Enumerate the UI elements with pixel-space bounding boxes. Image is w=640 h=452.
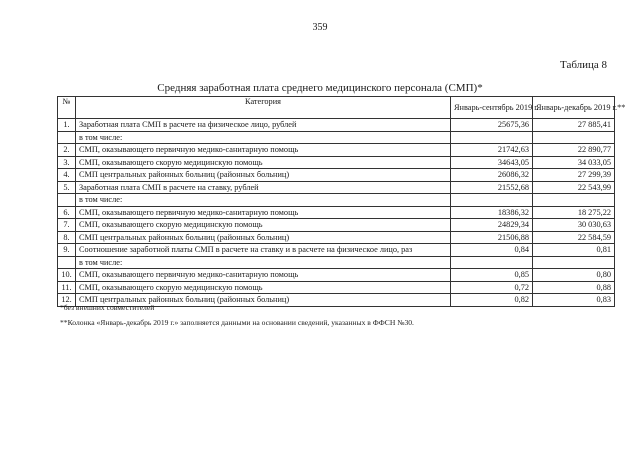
header-period-1: Январь-сентябрь 2019 г. <box>451 97 533 119</box>
row-category: СМП центральных районных больниц (районных больниц) <box>76 169 451 182</box>
row-category: СМП, оказывающего первичную медико-санитарную помощь <box>76 206 451 219</box>
row-category: Заработная плата СМП в расчете на ставку, рублей <box>76 181 451 194</box>
table-label: Таблица 8 <box>560 59 608 71</box>
row-value-2: 0,80 <box>533 269 615 282</box>
row-category: СМП, оказывающего первичную медико-санитарную помощь <box>76 269 451 282</box>
row-value-1: 0,72 <box>451 281 533 294</box>
table-row <box>58 119 615 132</box>
table-row <box>58 206 615 219</box>
row-category: СМП, оказывающего первичную медико-санитарную помощь <box>76 144 451 157</box>
row-value-1 <box>451 194 533 207</box>
header-category: Категория <box>76 97 451 119</box>
row-value-2: 0,81 <box>533 244 615 257</box>
table-row <box>58 169 615 182</box>
row-value-2: 18 275,22 <box>533 206 615 219</box>
row-num: 4. <box>58 169 76 182</box>
row-value-2: 22 584,59 <box>533 231 615 244</box>
row-num: 12. <box>58 294 76 307</box>
row-num <box>58 194 76 207</box>
page-number: 359 <box>312 22 328 33</box>
row-num: 10. <box>58 269 76 282</box>
row-value-2 <box>533 131 615 144</box>
row-num: 6. <box>58 206 76 219</box>
table-row <box>58 181 615 194</box>
header-row <box>58 97 615 119</box>
table-row <box>58 131 615 144</box>
row-value-1: 25675,36 <box>451 119 533 132</box>
footnote-1: *без внешних совместителей <box>60 303 155 312</box>
row-value-2: 30 030,63 <box>533 219 615 232</box>
row-value-1: 0,84 <box>451 244 533 257</box>
row-value-1 <box>451 131 533 144</box>
row-category: СМП центральных районных больниц (районных больниц) <box>76 294 451 307</box>
row-num <box>58 131 76 144</box>
table-row <box>58 281 615 294</box>
row-value-1: 34643,05 <box>451 156 533 169</box>
row-category: Заработная плата СМП в расчете на физическое лицо, рублей <box>76 119 451 132</box>
row-value-1: 26086,32 <box>451 169 533 182</box>
row-num: 2. <box>58 144 76 157</box>
row-value-2 <box>533 194 615 207</box>
row-value-1: 21552,68 <box>451 181 533 194</box>
table-row <box>58 244 615 257</box>
row-value-1: 24829,34 <box>451 219 533 232</box>
row-value-2: 22 890,77 <box>533 144 615 157</box>
table-row <box>58 219 615 232</box>
row-value-2: 27 885,41 <box>533 119 615 132</box>
row-num: 5. <box>58 181 76 194</box>
row-value-1 <box>451 256 533 269</box>
row-value-2: 22 543,99 <box>533 181 615 194</box>
row-value-1: 21506,88 <box>451 231 533 244</box>
row-value-1: 18386,32 <box>451 206 533 219</box>
row-num: 7. <box>58 219 76 232</box>
table-row <box>58 194 615 207</box>
salary-table <box>57 96 626 307</box>
row-category: СМП, оказывающего скорую медицинскую помощь <box>76 219 451 232</box>
row-num: 9. <box>58 244 76 257</box>
row-category: в том числе: <box>76 194 451 207</box>
row-value-2: 34 033,05 <box>533 156 615 169</box>
table-row <box>58 269 615 282</box>
row-num: 11. <box>58 281 76 294</box>
table-row <box>58 231 615 244</box>
row-value-2: 0,83 <box>533 294 615 307</box>
row-category: СМП, оказывающего скорую медицинскую помощь <box>76 156 451 169</box>
table-row <box>58 144 615 157</box>
row-num <box>58 256 76 269</box>
row-value-2: 27 299,39 <box>533 169 615 182</box>
row-value-1: 21742,63 <box>451 144 533 157</box>
row-category: СМП центральных районных больниц (районных больниц) <box>76 231 451 244</box>
row-num: 1. <box>58 119 76 132</box>
table-row <box>58 156 615 169</box>
row-num: 8. <box>58 231 76 244</box>
header-num: № <box>58 97 76 119</box>
row-value-1: 0,82 <box>451 294 533 307</box>
row-value-2 <box>533 256 615 269</box>
row-num: 3. <box>58 156 76 169</box>
row-category: в том числе: <box>76 131 451 144</box>
row-category: в том числе: <box>76 256 451 269</box>
row-category: СМП, оказывающего скорую медицинскую помощь <box>76 281 451 294</box>
table-row <box>58 256 615 269</box>
table-title: Средняя заработная плата среднего медицинского персонала (СМП)* <box>157 82 483 94</box>
footnote-2: **Колонка «Январь-декабрь 2019 г.» заполняется данными на основании сведений, указанных в ФФСН №30. <box>60 318 414 327</box>
row-category: Соотношение заработной платы СМП в расчете на ставку и в расчете на физическое лицо, раз <box>76 244 451 257</box>
header-period-2: Январь-декабрь 2019 г.** <box>533 97 615 119</box>
row-value-2: 0,88 <box>533 281 615 294</box>
row-value-1: 0,85 <box>451 269 533 282</box>
